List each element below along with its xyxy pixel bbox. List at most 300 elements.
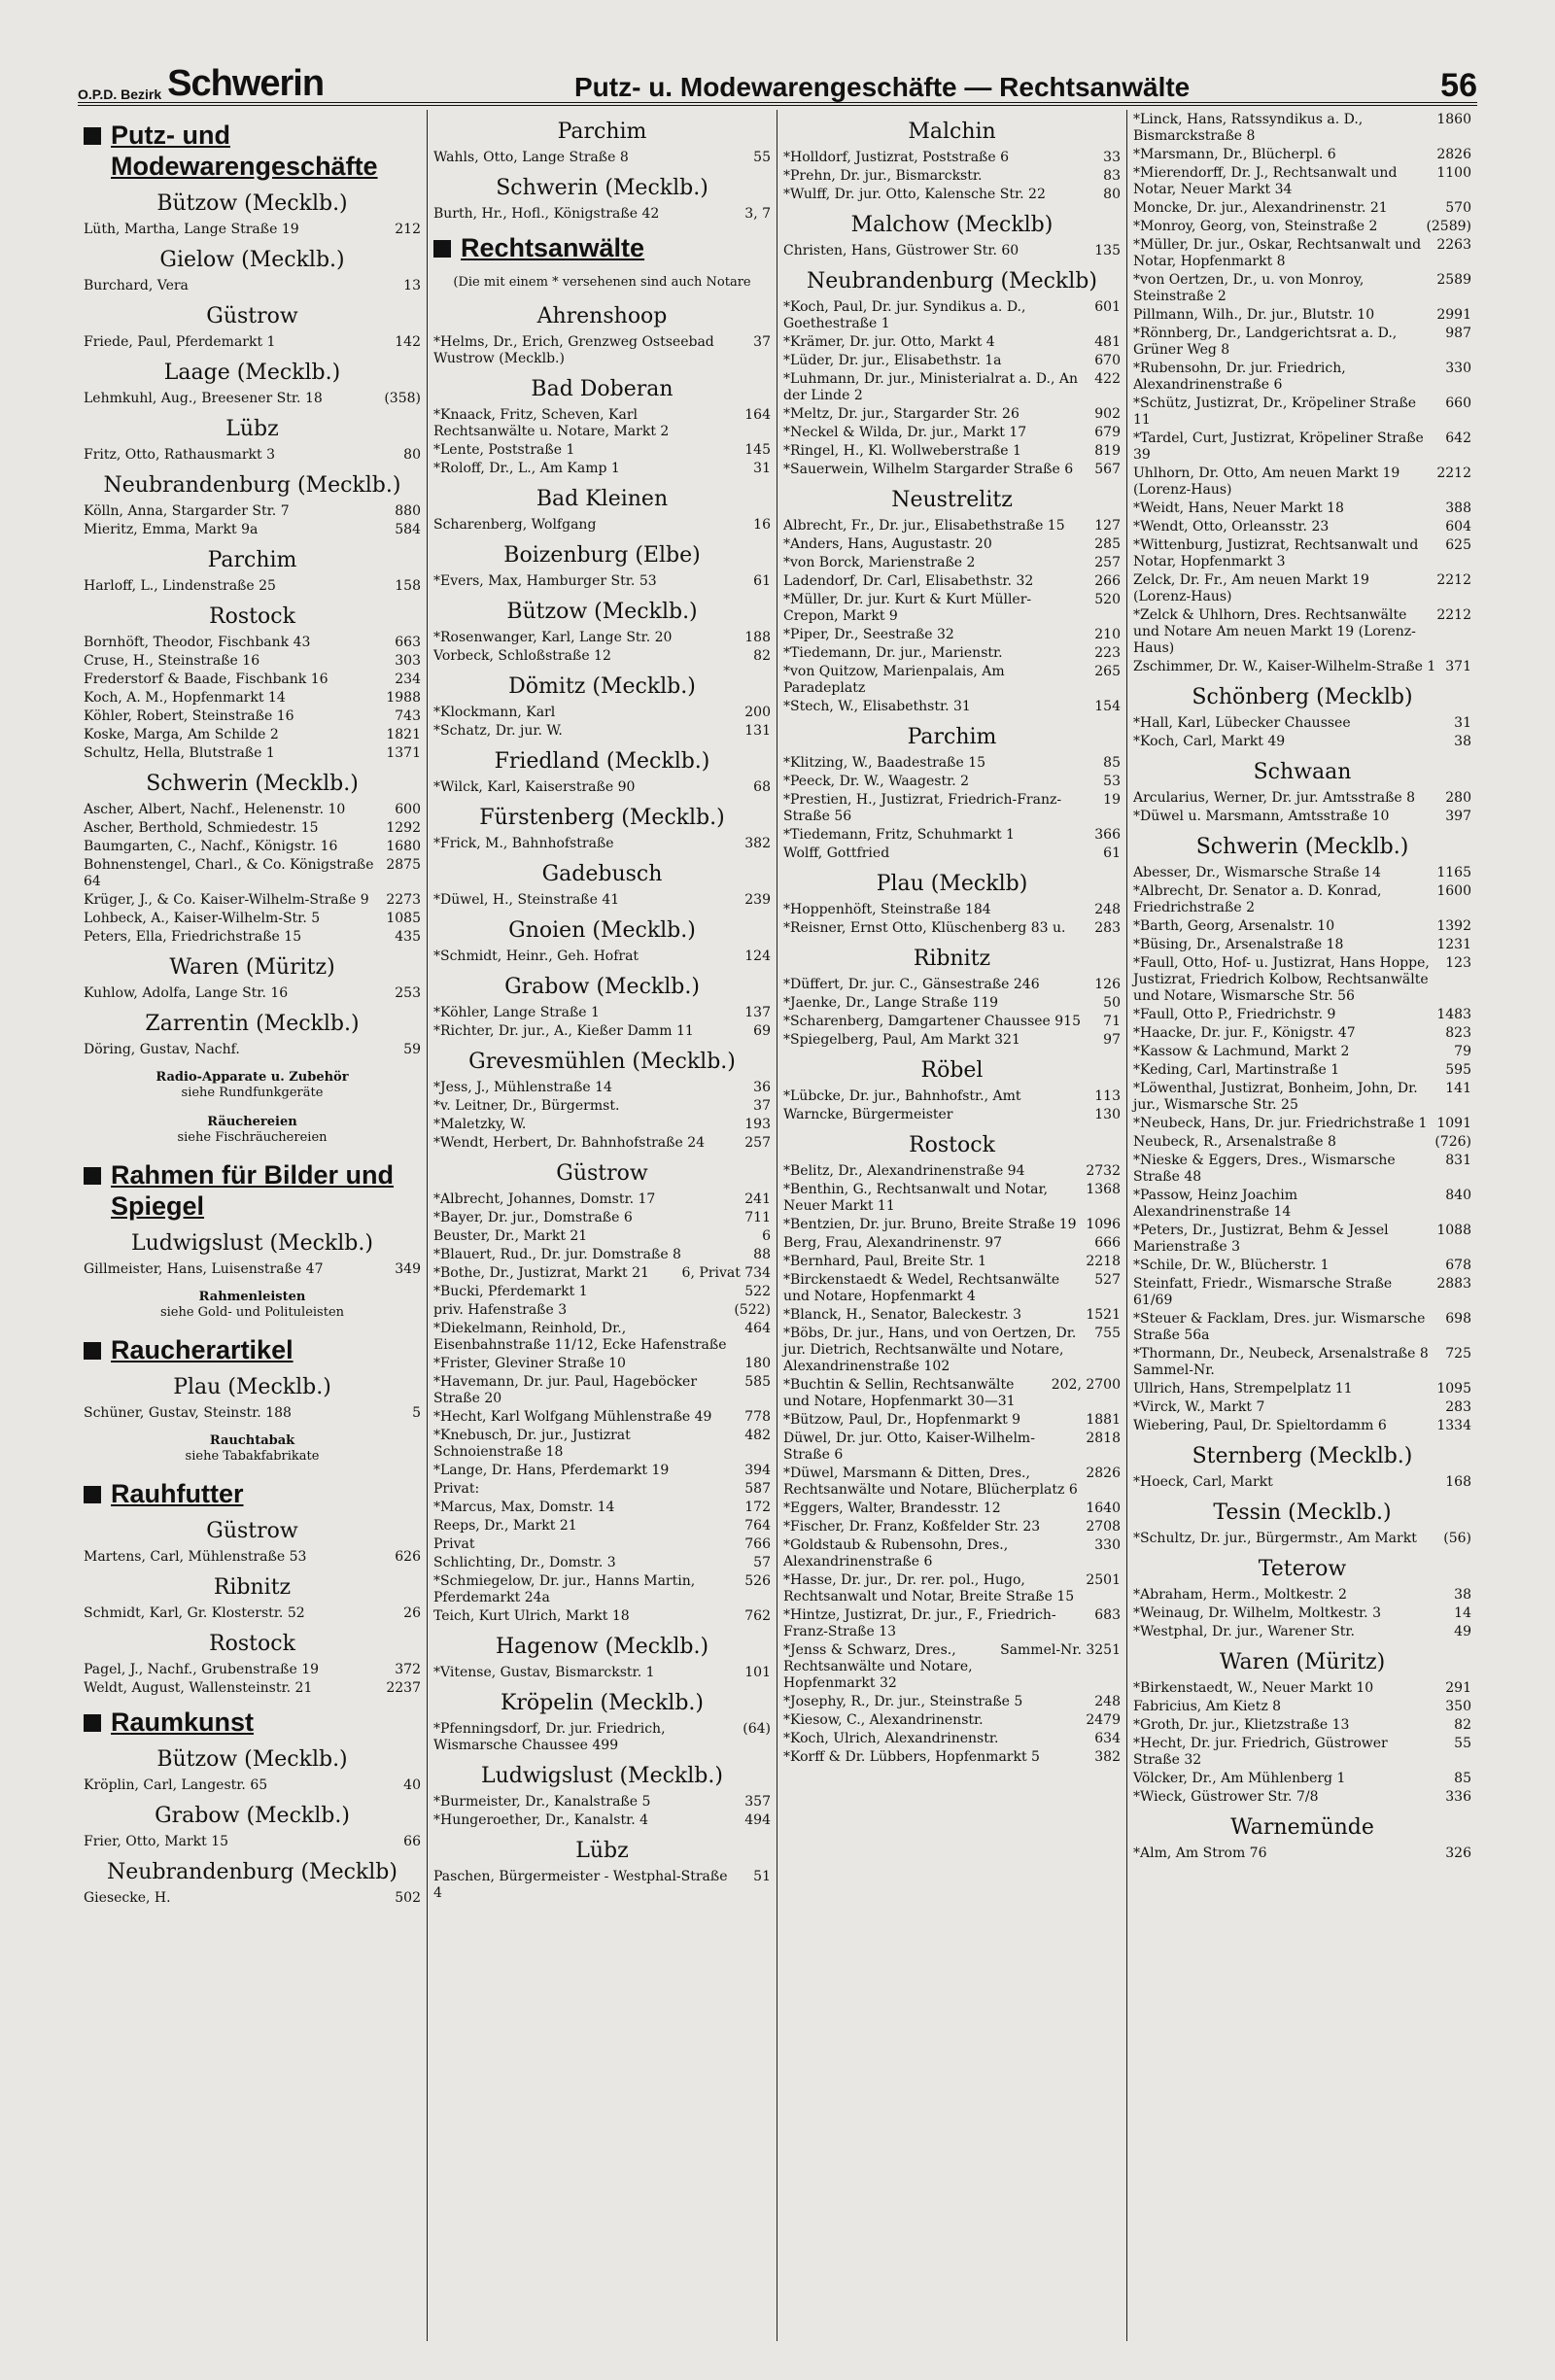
directory-entry [783, 1217, 1121, 1233]
entry-name: Burth, Hr., Hofl., Königstraße 42 [433, 206, 660, 222]
directory-entry [1133, 1134, 1471, 1151]
entry-phone: 494 [744, 1812, 771, 1828]
directory-entry [1133, 1007, 1471, 1023]
directory-entry [433, 334, 771, 367]
entry-name: *Koch, Carl, Markt 49 [1133, 734, 1286, 749]
entry-name: Moncke, Dr. jur., Alexandrinenstr. 21 [1133, 200, 1388, 216]
city-heading: Parchim [207, 548, 297, 572]
entry-name: *Böbs, Dr. jur., Hans, und von Oertzen, Dr. jur. Dietrich, Rechtsanwälte und Notare, Alexandrinenstraße 102 [783, 1326, 1077, 1374]
entry-phone: 1165 [1436, 865, 1471, 880]
entry-name: *v. Leitner, Dr., Bürgermst. [433, 1098, 620, 1114]
directory-entry [1133, 237, 1471, 270]
entry-phone: 1821 [386, 727, 421, 742]
entry-name: *Jess, J., Mühlenstraße 14 [433, 1080, 612, 1095]
entry-phone: 634 [1094, 1731, 1121, 1746]
directory-entry [433, 1409, 771, 1426]
directory-entry [433, 779, 771, 796]
note-title: Rahmenleisten [198, 1290, 306, 1304]
directory-entry [433, 573, 771, 590]
directory-entry [1133, 1474, 1471, 1491]
city-heading: Rostock [909, 1133, 995, 1157]
entry-name: *Peters, Dr., Justizrat, Behm & Jessel Marienstraße 3 [1133, 1223, 1389, 1255]
entry-name: *Müller, Dr. jur., Oskar, Rechtsanwalt und Notar, Hopfenmarkt 8 [1133, 237, 1422, 269]
entry-phone: 987 [1445, 326, 1471, 341]
entry-name: *Büsing, Dr., Arsenalstraße 18 [1133, 937, 1344, 952]
entry-phone: 101 [744, 1665, 771, 1680]
city-heading: Schwerin (Mecklb.) [496, 176, 708, 200]
entry-name: Scharenberg, Wolfgang [433, 517, 597, 533]
entry-phone: 604 [1445, 519, 1471, 535]
column-2 [428, 110, 778, 2341]
entry-phone: 193 [744, 1117, 771, 1132]
entry-name: Mieritz, Emma, Markt 9a [84, 522, 259, 537]
entry-name: *Knaack, Fritz, Scheven, Karl Rechtsanwälte u. Notare, Markt 2 [433, 407, 670, 439]
entry-name: *Weinaug, Dr. Wilhelm, Moltkestr. 3 [1133, 1605, 1381, 1621]
city-heading: Waren (Müritz) [1219, 1650, 1386, 1674]
entry-phone: 79 [1454, 1044, 1471, 1059]
entry-phone: 2237 [386, 1680, 421, 1696]
city-heading: Parchim [907, 725, 997, 749]
entry-phone: 1231 [1436, 937, 1471, 952]
city-heading: Neubrandenburg (Mecklb) [807, 269, 1097, 293]
directory-entry [433, 1135, 771, 1152]
directory-entry [1133, 918, 1471, 935]
entry-name: *Faull, Otto P., Friedrichstr. 9 [1133, 1007, 1336, 1022]
entry-name: Reeps, Dr., Markt 21 [433, 1518, 577, 1534]
column-1 [78, 110, 428, 2341]
entry-phone: 130 [1094, 1107, 1121, 1122]
entry-phone: 585 [744, 1374, 771, 1390]
directory-entry [433, 630, 771, 646]
section-heading [84, 1478, 421, 1509]
directory-entry [783, 645, 1121, 662]
entry-phone: 145 [744, 442, 771, 458]
entry-name: *Abraham, Herm., Moltkestr. 2 [1133, 1587, 1347, 1603]
directory-entry [783, 168, 1121, 185]
entry-phone: 2212 [1436, 607, 1471, 623]
directory-entry [84, 985, 421, 1002]
page-title: Putz- u. Modewarengeschäfte — Rechtsanwälte [574, 72, 1191, 102]
directory-entry [433, 1117, 771, 1133]
directory-entry [1133, 1062, 1471, 1079]
directory-entry [1133, 1418, 1471, 1434]
entry-phone: 743 [395, 708, 421, 724]
entry-name: *Düwel, Marsmann & Ditten, Dres., Rechtsanwälte und Notare, Blücherplatz 6 [783, 1466, 1078, 1498]
entry-phone: 880 [395, 503, 421, 519]
entry-name: *Frister, Gleviner Straße 10 [433, 1356, 626, 1371]
directory-entry [783, 1272, 1121, 1305]
entry-name: *Eggers, Walter, Brandesstr. 12 [783, 1500, 1001, 1516]
directory-entry [783, 334, 1121, 351]
entry-name: Ascher, Albert, Nachf., Helenenstr. 10 [84, 802, 346, 817]
entry-name: *Löwenthal, Justizrat, Bonheim, John, Dr. jur., Wismarsche Str. 25 [1133, 1081, 1418, 1113]
directory-entry [433, 949, 771, 965]
entry-name: *Wieck, Güstrower Str. 7/8 [1133, 1789, 1319, 1805]
entry-name: *Peeck, Dr. W., Waagestr. 2 [783, 774, 970, 789]
entry-name: *Köhler, Lange Straße 1 [433, 1005, 600, 1020]
entry-phone: 6, Privat 734 [681, 1265, 771, 1281]
entry-name: *Lübcke, Dr. jur., Bahnhofstr., Amt [783, 1088, 1021, 1104]
section-bullet-icon [84, 1342, 101, 1360]
entry-phone: 265 [1094, 664, 1121, 679]
directory-entry [1133, 1587, 1471, 1604]
city-heading: Güstrow [206, 304, 298, 328]
city-heading: Malchin [908, 120, 996, 144]
entry-phone: 397 [1445, 809, 1471, 824]
city-heading: Ribnitz [213, 1575, 292, 1600]
directory-entry [84, 578, 421, 595]
entry-name: *Lange, Dr. Hans, Pferdemarkt 19 [433, 1463, 670, 1478]
entry-name: Lohbeck, A., Kaiser-Wilhelm-Str. 5 [84, 911, 321, 926]
directory-entry [84, 222, 421, 238]
entry-name: Christen, Hans, Güstrower Str. 60 [783, 243, 1019, 259]
entry-phone: 36 [753, 1080, 771, 1095]
section-heading [84, 1707, 421, 1738]
directory-entry [84, 1890, 421, 1907]
directory-entry [783, 1731, 1121, 1747]
entry-name: *Schatz, Dr. jur. W. [433, 723, 563, 739]
entry-name: Völcker, Dr., Am Mühlenberg 1 [1133, 1771, 1346, 1786]
entry-name: Schlichting, Dr., Domstr. 3 [433, 1555, 616, 1570]
directory-entry [84, 1662, 421, 1678]
directory-entry [1133, 1531, 1471, 1547]
directory-entry [1133, 1717, 1471, 1734]
entry-phone: 19 [1103, 792, 1121, 808]
entry-name: Peters, Ella, Friedrichstraße 15 [84, 929, 302, 945]
section-bullet-icon [84, 1167, 101, 1185]
entry-name: Uhlhorn, Dr. Otto, Am neuen Markt 19 (Lorenz-Haus) [1133, 466, 1400, 498]
entry-phone: 2263 [1436, 237, 1471, 253]
section-heading [433, 232, 771, 263]
directory-entry [783, 1607, 1121, 1640]
directory-entry [783, 1032, 1121, 1049]
entry-name: Lehmkuhl, Aug., Breesener Str. 18 [84, 391, 323, 406]
entry-phone: 764 [744, 1518, 771, 1534]
entry-phone: 567 [1094, 462, 1121, 477]
entry-name: *Hoppenhöft, Steinstraße 184 [783, 902, 991, 917]
entry-phone: 127 [1094, 518, 1121, 534]
entry-phone: (64) [743, 1721, 771, 1737]
entry-name: *Bentzien, Dr. jur. Bruno, Breite Straße 19 [783, 1217, 1077, 1232]
directory-entry [84, 635, 421, 651]
entry-phone: 97 [1103, 1032, 1121, 1048]
entry-phone: 1085 [386, 911, 421, 926]
directory-entry [1133, 396, 1471, 429]
entry-phone: 137 [744, 1005, 771, 1020]
entry-phone: 283 [1445, 1399, 1471, 1415]
entry-name: Döring, Gustav, Nachf. [84, 1042, 240, 1057]
entry-name: Schmidt, Karl, Gr. Klosterstr. 52 [84, 1605, 305, 1621]
directory-entry [783, 1014, 1121, 1030]
entry-name: *Hungeroether, Dr., Kanalstr. 4 [433, 1812, 649, 1828]
entry-name: Wahls, Otto, Lange Straße 8 [433, 150, 629, 165]
directory-entry [84, 708, 421, 725]
entry-phone: 570 [1445, 200, 1471, 216]
entry-phone: 38 [1454, 1587, 1471, 1603]
directory-entry [1133, 431, 1471, 464]
section-title: Putz- und Modewarengeschäfte [111, 121, 378, 181]
entry-name: *Reisner, Ernst Otto, Klüschenberg 83 u. [783, 920, 1066, 936]
entry-phone: 168 [1445, 1474, 1471, 1490]
city-heading: Parchim [557, 120, 647, 144]
directory-entry [433, 1080, 771, 1096]
entry-name: *Schütz, Justizrat, Dr., Kröpeliner Straße 11 [1133, 396, 1417, 428]
entry-name: *Birckenstaedt & Wedel, Rechtsanwälte und Notare, Hopfenmarkt 4 [783, 1272, 1060, 1304]
directory-entry [433, 407, 771, 440]
directory-entry [783, 1235, 1121, 1252]
directory-entry [783, 1107, 1121, 1123]
directory-entry [783, 555, 1121, 571]
directory-entry [783, 1088, 1121, 1105]
directory-entry [783, 371, 1121, 404]
city-heading: Bützow (Mecklb.) [506, 600, 698, 624]
entry-name: Baumgarten, C., Nachf., Königstr. 16 [84, 839, 338, 854]
city-heading: Sternberg (Mecklb.) [1192, 1444, 1413, 1468]
entry-phone: 248 [1094, 902, 1121, 917]
directory-entry [1133, 466, 1471, 499]
entry-name: Harloff, L., Lindenstraße 25 [84, 578, 276, 594]
entry-name: *Bucki, Pferdemarkt 1 [433, 1284, 588, 1299]
directory-entry [433, 892, 771, 909]
entry-phone: 2818 [1086, 1431, 1121, 1446]
entry-name: Vorbeck, Schloßstraße 12 [433, 648, 611, 664]
entry-name: *Schultz, Dr. jur., Bürgermstr., Am Markt [1133, 1531, 1417, 1546]
entry-phone: (726) [1434, 1134, 1471, 1150]
note-title: Räuchereien [207, 1115, 297, 1129]
entry-phone: 1292 [386, 820, 421, 836]
directory-entry [433, 1023, 771, 1040]
entry-name: *Wendt, Otto, Orleansstr. 23 [1133, 519, 1330, 535]
directory-entry [783, 1377, 1121, 1410]
entry-name: *Roloff, Dr., L., Am Kamp 1 [433, 461, 620, 476]
directory-entry [1133, 519, 1471, 535]
entry-phone: 2479 [1086, 1712, 1121, 1728]
entry-name: Beuster, Dr., Markt 21 [433, 1228, 588, 1244]
entry-phone: 1088 [1436, 1223, 1471, 1238]
directory-entry [433, 1428, 771, 1461]
entry-phone: 123 [1445, 955, 1471, 971]
entry-name: *Thormann, Dr., Neubeck, Arsenalstraße 8 Sammel-Nr. [1133, 1346, 1429, 1378]
directory-entry [433, 1481, 771, 1498]
entry-name: *Rubensohn, Dr. jur. Friedrich, Alexandrinenstraße 6 [1133, 361, 1346, 393]
entry-phone: (522) [734, 1302, 771, 1318]
section-bullet-icon [84, 127, 101, 145]
section-heading [84, 120, 421, 182]
city-heading: Plau (Mecklb) [876, 872, 1028, 896]
directory-entry [433, 442, 771, 459]
section-title: Rahmen für Bilder und Spiegel [111, 1160, 395, 1221]
directory-entry [1133, 937, 1471, 953]
entry-phone: 584 [395, 522, 421, 537]
cross-reference-note [84, 1115, 421, 1146]
entry-phone: 1860 [1436, 112, 1471, 127]
entry-name: *Schmiegelow, Dr. jur., Hanns Martin, Pferdemarkt 24a [433, 1573, 696, 1605]
directory-entry [783, 1326, 1121, 1375]
directory-entry [84, 334, 421, 351]
city-heading: Neubrandenburg (Mecklb.) [103, 473, 401, 498]
entry-phone: 2875 [386, 857, 421, 873]
entry-phone: 1881 [1086, 1412, 1121, 1428]
entry-phone: 303 [395, 653, 421, 669]
entry-name: Steinfatt, Friedr., Wismarsche Straße 61/69 [1133, 1276, 1393, 1308]
directory-entry [433, 1608, 771, 1625]
directory-entry [84, 745, 421, 762]
entry-name: *Rosenwanger, Karl, Lange Str. 20 [433, 630, 673, 645]
entry-phone: 755 [1094, 1326, 1121, 1341]
entry-phone: 33 [1103, 150, 1121, 165]
entry-phone: 61 [1103, 845, 1121, 861]
directory-entry [84, 857, 421, 890]
entry-name: Koch, A. M., Hopfenmarkt 14 [84, 690, 286, 706]
entry-phone: 1334 [1436, 1418, 1471, 1433]
directory-entry [433, 1284, 771, 1300]
entry-name: Warncke, Bürgermeister [783, 1107, 953, 1122]
city-heading: Hagenow (Mecklb.) [495, 1635, 709, 1659]
entry-name: *Groth, Dr. jur., Klietzstraße 13 [1133, 1717, 1350, 1733]
entry-phone: 13 [403, 278, 421, 293]
directory-entry [433, 1518, 771, 1535]
directory-entry [84, 503, 421, 520]
directory-entry [783, 977, 1121, 993]
entry-phone: 1100 [1436, 165, 1471, 181]
entry-phone: 59 [403, 1042, 421, 1057]
entry-phone: 349 [395, 1261, 421, 1277]
directory-entry [783, 774, 1121, 790]
entry-name: Ladendorf, Dr. Carl, Elisabethstr. 32 [783, 573, 1034, 589]
entry-name: *Steuer & Facklam, Dres. jur. Wismarsche Straße 56a [1133, 1311, 1426, 1343]
entry-phone: 350 [1445, 1699, 1471, 1714]
entry-name: priv. Hafenstraße 3 [433, 1302, 568, 1318]
entry-phone: 266 [1094, 573, 1121, 589]
directory-entry [84, 1834, 421, 1850]
entry-phone: 285 [1094, 536, 1121, 552]
directory-entry [1133, 1116, 1471, 1132]
entry-name: *Wittenburg, Justizrat, Rechtsanwalt und Notar, Hopfenmarkt 3 [1133, 537, 1419, 569]
city-heading: Schwerin (Mecklb.) [1195, 835, 1409, 859]
entry-name: *Albrecht, Dr. Senator a. D. Konrad, Friedrichstraße 2 [1133, 883, 1382, 915]
entry-phone: 357 [744, 1794, 771, 1810]
entry-phone: 1600 [1436, 883, 1471, 899]
entry-name: *Benthin, G., Rechtsanwalt und Notar, Neuer Markt 11 [783, 1182, 1049, 1214]
entry-phone: 435 [395, 929, 421, 945]
directory-entry [84, 911, 421, 927]
entry-name: *Evers, Max, Hamburger Str. 53 [433, 573, 657, 589]
directory-entry [433, 705, 771, 721]
directory-entry [1133, 1346, 1471, 1379]
directory-entry [433, 1500, 771, 1516]
directory-entry [1133, 1153, 1471, 1186]
city-heading: Waren (Müritz) [169, 955, 335, 980]
entry-name: Privat: [433, 1481, 480, 1497]
city-heading: Bad Doberan [531, 377, 674, 401]
city-heading: Dömitz (Mecklb.) [508, 674, 696, 699]
entry-name: Ullrich, Hans, Strempelplatz 11 [1133, 1381, 1353, 1397]
directory-entry [433, 1794, 771, 1811]
directory-entry [783, 592, 1121, 625]
entry-phone: 2708 [1086, 1519, 1121, 1535]
directory-entry [433, 1210, 771, 1226]
entry-name: *Tiedemann, Fritz, Schuhmarkt 1 [783, 827, 1015, 843]
directory-entry [1133, 1311, 1471, 1344]
entry-phone: 663 [395, 635, 421, 650]
note-reference: siehe Rundfunkgeräte [181, 1086, 324, 1100]
directory-entry [1133, 1680, 1471, 1697]
city-heading: Kröpelin (Mecklb.) [500, 1691, 704, 1715]
directory-entry [433, 1098, 771, 1115]
city-heading: Lübz [575, 1839, 629, 1863]
entry-phone: 762 [744, 1608, 771, 1624]
city-heading: Plau (Mecklb.) [173, 1375, 331, 1399]
entry-name: *Linck, Hans, Ratssyndikus a. D., Bismarckstraße 8 [1133, 112, 1364, 144]
entry-name: Pagel, J., Nachf., Grubenstraße 19 [84, 1662, 320, 1677]
entry-phone: 135 [1094, 243, 1121, 259]
directory-entry [433, 1555, 771, 1571]
directory-entry [783, 1712, 1121, 1729]
entry-phone: 382 [744, 836, 771, 851]
entry-phone: 40 [403, 1777, 421, 1793]
entry-name: Zelck, Dr. Fr., Am neuen Markt 19 (Lorenz-Haus) [1133, 572, 1369, 604]
section-title: Raucherartikel [111, 1335, 294, 1364]
directory-entry [84, 1777, 421, 1794]
directory-entry [783, 845, 1121, 862]
directory-entry [433, 1302, 771, 1319]
directory-entry [783, 995, 1121, 1012]
directory-entry [84, 839, 421, 855]
directory-entry [783, 902, 1121, 918]
directory-entry [1133, 1736, 1471, 1769]
entry-phone: 2991 [1436, 307, 1471, 323]
entry-name: Krüger, J., & Co. Kaiser-Wilhelm-Straße 9 [84, 892, 369, 908]
entry-name: Wiebering, Paul, Dr. Spieltordamm 6 [1133, 1418, 1387, 1433]
directory-entry [1133, 1081, 1471, 1114]
directory-entry [433, 1536, 771, 1553]
entry-name: *Lente, Poststraße 1 [433, 442, 575, 458]
entry-phone: 210 [1094, 627, 1121, 642]
entry-name: *Vitense, Gustav, Bismarckstr. 1 [433, 1665, 655, 1680]
entry-name: Fabricius, Am Kietz 8 [1133, 1699, 1282, 1714]
directory-entry [783, 462, 1121, 478]
directory-entry [1133, 1258, 1471, 1274]
entry-phone: 1096 [1086, 1217, 1121, 1232]
entry-phone: 2212 [1436, 572, 1471, 588]
section-title: Rauhfutter [111, 1479, 244, 1508]
entry-phone: 248 [1094, 1694, 1121, 1709]
section-title: Rechtsanwälte [461, 233, 645, 262]
entry-phone: 679 [1094, 425, 1121, 440]
section-title: Raumkunst [111, 1707, 255, 1737]
entry-name: Albrecht, Fr., Dr. jur., Elisabethstraße 15 [783, 518, 1065, 534]
entry-name: *Tiedemann, Dr. jur., Marienstr. [783, 645, 1003, 661]
city-heading: Friedland (Mecklb.) [494, 749, 710, 774]
entry-phone: 502 [395, 1890, 421, 1906]
city-heading: Güstrow [206, 1519, 298, 1543]
directory-entry [1133, 361, 1471, 394]
directory-entry [783, 573, 1121, 590]
entry-name: *Maletzky, W. [433, 1117, 527, 1132]
directory-entry [1133, 790, 1471, 807]
entry-name: *Ringel, H., Kl. Wollweberstraße 1 [783, 443, 1021, 459]
entry-phone: 520 [1094, 592, 1121, 607]
directory-entry [84, 653, 421, 670]
entry-phone: 711 [744, 1210, 771, 1225]
city-heading: Güstrow [556, 1161, 648, 1186]
entry-name: *Monroy, Georg, von, Steinstraße 2 [1133, 219, 1378, 234]
directory-entry [84, 447, 421, 464]
directory-entry [783, 150, 1121, 166]
directory-entry [1133, 165, 1471, 198]
entry-name: Frier, Otto, Markt 15 [84, 1834, 229, 1849]
entry-phone: 625 [1445, 537, 1471, 553]
